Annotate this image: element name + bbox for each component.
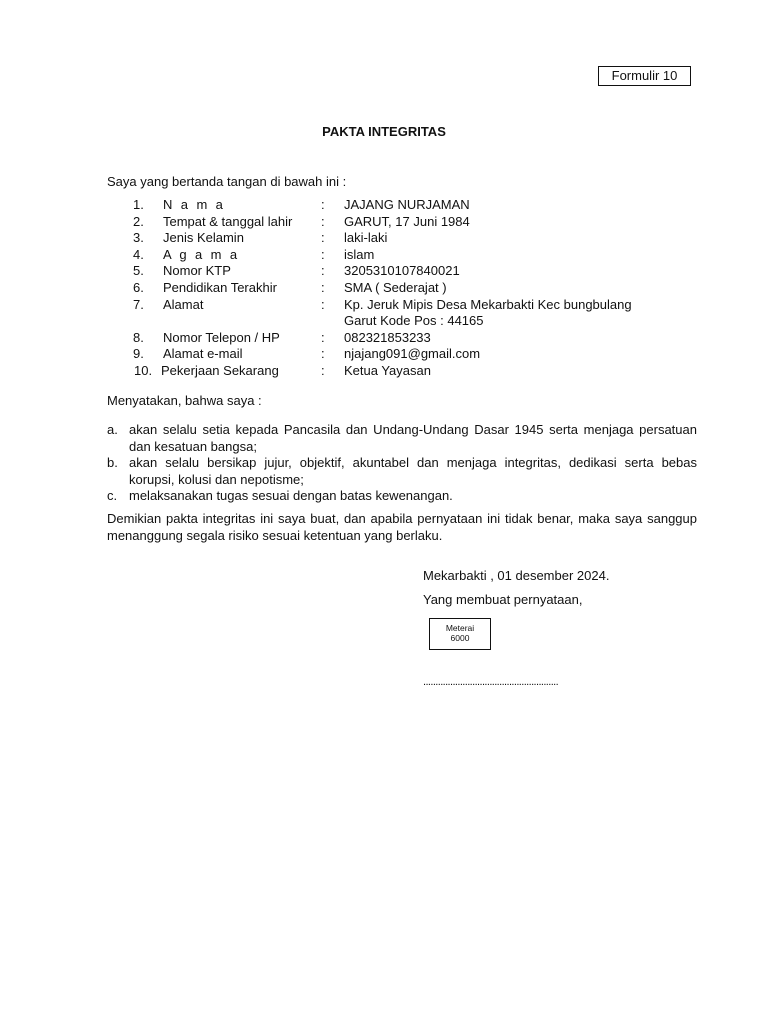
declaration-item: [107, 422, 697, 455]
field-colon: :: [321, 213, 325, 229]
signature-line: .......................................................: [423, 676, 559, 688]
field-row-pekerjaan: [107, 363, 707, 380]
field-colon: :: [321, 263, 325, 279]
signer-label: Yang membuat pernyataan,: [423, 592, 583, 607]
field-number: 1.: [133, 197, 144, 212]
field-value: islam: [344, 246, 375, 262]
stamp-box: [429, 618, 491, 650]
field-number: 3.: [133, 230, 144, 246]
field-label: A g a m a: [163, 246, 240, 262]
field-number: 4.: [133, 246, 144, 262]
field-colon: :: [321, 296, 325, 312]
closing-paragraph: Demikian pakta integritas ini saya buat, dan apabila pernyataan ini tidak benar, maka saya sanggup menanggung segala risiko sesuai ketentuan yang berlaku.: [107, 511, 697, 543]
field-number: 5.: [133, 263, 144, 279]
field-row-alamat: [107, 297, 707, 330]
declaration-list: [107, 422, 697, 505]
identity-fields: [107, 197, 707, 380]
declaration-text: akan selalu bersikap jujur, objektif, akuntabel dan menjaga integritas, dedikasi serta bebas korupsi, kolusi dan nepotisme;: [129, 455, 697, 487]
field-colon: :: [321, 329, 325, 345]
field-row-jenis-kelamin: [107, 230, 707, 247]
intro-text: Saya yang bertanda tangan di bawah ini :: [107, 174, 347, 189]
field-number: 10.: [134, 362, 153, 378]
declaration-heading: Menyatakan, bahwa saya :: [107, 393, 262, 408]
field-value: SMA ( Sederajat ): [344, 279, 447, 295]
field-value: laki-laki: [344, 230, 388, 246]
form-number-box: [598, 66, 691, 86]
field-colon: :: [321, 197, 325, 212]
field-label: Nomor KTP: [163, 263, 231, 279]
field-number: 7.: [133, 296, 144, 312]
field-row-agama: [107, 247, 707, 264]
field-label: Pekerjaan Sekarang: [161, 362, 279, 378]
field-row-nama: [107, 197, 707, 214]
place-date: Mekarbakti , 01 desember 2024.: [423, 568, 610, 583]
field-label: Tempat & tanggal lahir: [163, 213, 293, 229]
field-row-pendidikan: [107, 280, 707, 297]
document-title: PAKTA INTEGRITAS: [322, 124, 446, 139]
field-colon: :: [321, 230, 325, 246]
declaration-item: [107, 488, 697, 505]
declaration-marker: a.: [107, 422, 118, 437]
field-label: Jenis Kelamin: [163, 230, 244, 246]
field-row-nomor-ktp: [107, 263, 707, 280]
stamp-label: Meterai: [445, 623, 475, 633]
field-value: 3205310107840021: [344, 263, 460, 279]
field-number: 8.: [133, 329, 144, 345]
field-value: Ketua Yayasan: [344, 362, 431, 378]
declaration-text: akan selalu setia kepada Pancasila dan Undang-Undang Dasar 1945 serta menjaga persatuan dan kesatuan bangsa;: [129, 422, 697, 454]
field-colon: :: [321, 279, 325, 295]
declaration-item: [107, 455, 697, 488]
field-value: njajang091@gmail.com: [344, 346, 481, 362]
field-row-email: [107, 346, 707, 363]
field-label: Alamat: [163, 296, 204, 312]
field-number: 2.: [133, 213, 144, 229]
field-colon: :: [321, 362, 325, 378]
declaration-text: melaksanakan tugas sesuai dengan batas kewenangan.: [129, 488, 453, 504]
field-label: Alamat e-mail: [163, 346, 243, 362]
field-row-telepon: [107, 330, 707, 347]
stamp-value: 6000: [450, 633, 470, 643]
field-label: Pendidikan Terakhir: [163, 279, 277, 295]
form-number: Formulir 10: [611, 68, 678, 83]
field-value: GARUT, 17 Juni 1984: [344, 213, 470, 229]
field-number: 9.: [133, 346, 144, 362]
field-value-line2: Garut Kode Pos : 44165: [344, 313, 484, 329]
field-value: 082321853233: [344, 329, 431, 345]
field-value: JAJANG NURJAMAN: [344, 197, 470, 212]
declaration-marker: c.: [107, 488, 118, 504]
field-colon: :: [321, 346, 325, 362]
field-colon: :: [321, 246, 325, 262]
field-number: 6.: [133, 279, 144, 295]
field-label: Nomor Telepon / HP: [163, 329, 280, 345]
field-label: N a m a: [163, 197, 226, 212]
field-row-tempat-tanggal-lahir: [107, 214, 707, 231]
declaration-marker: b.: [107, 455, 118, 471]
field-value: Kp. Jeruk Mipis Desa Mekarbakti Kec bungbulang: [344, 296, 632, 312]
